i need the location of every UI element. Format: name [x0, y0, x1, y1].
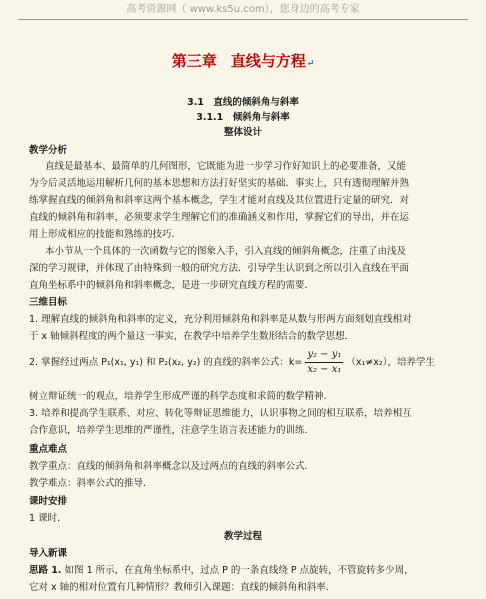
section-title: 3.1 直线的倾斜角与斜率 [187, 97, 299, 108]
paragraph-line: 直角坐标系中的倾斜角和斜率概念，是进一步研究直线方程的需要． [29, 280, 315, 291]
goal-2-text: 2. 掌握经过两点 P₁(x₁, y₁) 和 P₂(x₂, y₂) 的直线的斜率公式：k= [29, 357, 303, 368]
overall-design-heading: 整体设计 [223, 127, 262, 138]
key-point-line: 教学重点：直线的倾斜角和斜率概念以及过两点的直线的斜率公式． [29, 461, 315, 472]
key-points-heading: 重点难点 [29, 444, 68, 455]
goal-1-line: 于 x 轴倾斜程度的两个量这一事实，在教学中培养学生数形结合的数学思想． [29, 331, 355, 342]
chapter-label: 第三章 [171, 52, 217, 70]
intro-line [29, 564, 414, 577]
goal-2-line: 树立辩证统一的观点，培养学生形成严谨的科学态度和求简的数学精神． [29, 391, 334, 402]
goal-3-line: 合作意识，培养学生思维的严谨性，注意学生语言表述能力的训练． [29, 425, 315, 436]
paragraph-line: 练掌握直线的倾斜角和斜率这两个基本概念，学生才能对直线及其位置进行定量的研究．对 [29, 195, 410, 206]
paragraph-line: 本小节从一个具体的一次函数与它的图象入手，引入直线的倾斜角概念，注重了由浅及 [45, 246, 407, 257]
paragraph-line: 直线的倾斜角和斜率，必须要求学生理解它们的准确涵义和作用，掌握它们的导出，并在运 [29, 212, 410, 223]
goal-2-formula [29, 348, 435, 377]
background-heading: 教学分析 [29, 145, 68, 156]
goal-2-condition: （x₁≠x₂），培养学生 [346, 357, 435, 368]
paragraph-line: 直线是最基本、最简单的几何图形，它既能为进一步学习作好知识上的必要准备，又能 [45, 161, 407, 172]
chapter-title [0, 50, 486, 71]
fraction-denominator: x₂ − x₁ [307, 364, 342, 375]
class-hours-line: 1 课时． [29, 513, 67, 524]
class-hours-heading: 课时安排 [29, 496, 68, 507]
fraction-numerator: y₂ − y₁ [305, 348, 343, 363]
paragraph-line: 深的学习规律，并体现了由特殊到一般的研究方法．引导学生认识到之所以引入直线在平面 [29, 263, 410, 274]
difficult-point-line: 教学难点：斜率公式的推导． [29, 478, 153, 489]
subsection-title: 3.1.1 倾斜角与斜率 [196, 112, 290, 123]
paragraph-line: 为今后灵活地运用解析几何的基本思想和方法打好坚实的基础．事实上，只有透彻理解并熟 [29, 178, 410, 189]
process-heading: 教学过程 [223, 531, 262, 542]
intro-text: 如图 1 所示，在直角坐标系中，过点 P 的一条直线绕 P 点旋转，不管旋转多少周， [61, 565, 414, 576]
paragraph-line: 用上形成相应的技能和熟练的技巧． [29, 229, 182, 240]
intro-line: 它对 x 轴的相对位置有几种情形？教师引入课题：直线的倾斜角和斜率． [29, 582, 336, 593]
goal-1-line: 1. 理解直线的倾斜角和斜率的定义，充分利用倾斜角和斜率是从数与形两方面刻划直线相对 [29, 314, 412, 325]
goals-heading: 三维目标 [29, 297, 68, 308]
goal-3-line: 3. 培养和提高学生联系、对应、转化等辩证思维能力，认识事物之间的相互联系，培养相互 [29, 408, 412, 419]
intro-label: 思路 1. [29, 565, 62, 576]
slope-fraction [305, 348, 343, 377]
paragraph-mark-icon: ↵ [306, 59, 315, 69]
page-header: 高考资源网（ www.ks5u.com），您身边的高考专家 [18, 0, 468, 20]
chapter-name: 直线与方程 [230, 52, 306, 70]
intro-heading: 导入新课 [29, 548, 68, 559]
